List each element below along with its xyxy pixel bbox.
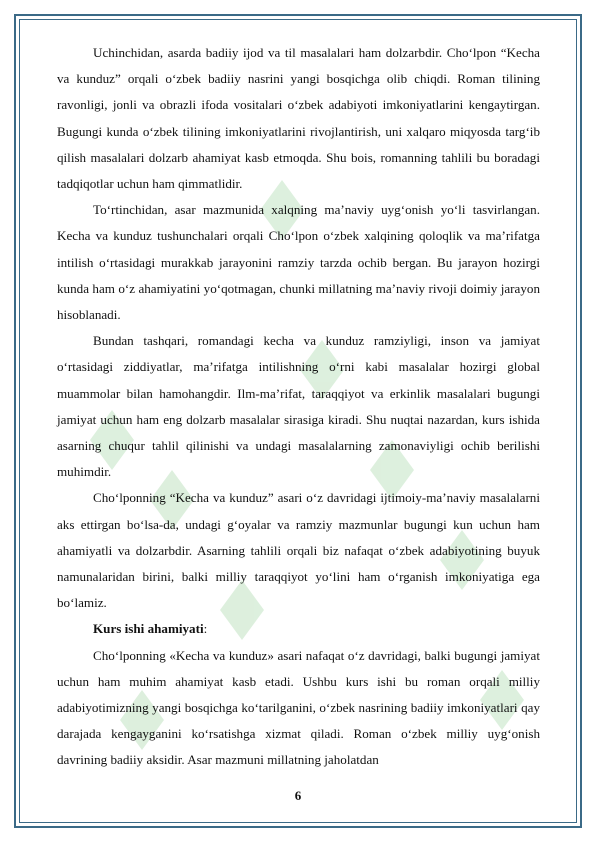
document-body [57,40,540,774]
section-heading [57,616,540,642]
paragraph-5: Cho‘lponning «Kecha va kunduz» asari nafaqat o‘z davridagi, balki bugungi jamiyat uchun ham muhim ahamiyat kasb etadi. Ushbu kurs ishi bu roman orqali milliy adabiyotimizning yangi bosqichga ko‘tarilganini, o‘zbek nasrining badiiy imkoniyatlari qay darajada kengayganini ko‘rsatishga xizmat qiladi. Roman o‘zbek milliy uyg‘onish davrining badiiy aksidir. Asar mazmuni millatning jaholatdan [57,647,540,768]
section-heading-text: Kurs ishi ahamiyati [93,621,204,637]
paragraph-4: Cho‘lponning “Kecha va kunduz” asari o‘z davridagi ijtimoiy-ma’naviy masalalarni aks ettirgan bo‘lsa-da, undagi g‘oyalar va ramziy mazmunlar bugungi kun uchun ham ahamiyatli va dolzarbdir. Asarning tahlili orqali biz nafaqat o‘zbek adabiyotining buyuk namunalaridan birini, balki milliy taraqqiyot yo‘lini ham o‘rganish imkoniyatiga ega bo‘lamiz. [57,490,540,611]
paragraph-2: To‘rtinchidan, asar mazmunida xalqning ma’naviy uyg‘onish yo‘li tasvirlangan. Kecha va kunduz tushunchalari orqali Cho‘lpon o‘zbek xalqining qoloqlik va ma’rifatga intilish o‘rtasidagi murakkab jarayonini ramziy tarzda ochib bergan. Bu jarayon hozirgi kunda ham o‘z ahamiyatini yo‘qotmagan, chunki millatning ma’naviy rivoji doimiy jarayon hisoblanadi. [57,202,540,323]
paragraph-1: Uchinchidan, asarda badiiy ijod va til masalalari ham dolzarbdir. Cho‘lpon “Kecha va kunduz” orqali o‘zbek badiiy nasrini yangi bosqichga olib chiqdi. Roman tilining ravonligi, jonli va obrazli ifoda vositalari o‘zbek adabiyoti imkoniyatlarini kengaytirgan. Bugungi kunda o‘zbek tilining imkoniyatlarini rivojlantirish, uni xalqaro miqyosda targ‘ib qilish masalalari dolzarb ahamiyat kasb etmoqda. Shu bois, romanning tahlili bu boradagi tadqiqotlar uchun ham qimmatlidir. [57,45,540,192]
section-heading-colon: : [203,621,208,637]
page-number: 6 [294,788,302,803]
paragraph-3: Bundan tashqari, romandagi kecha va kunduz ramziyligi, inson va jamiyat o‘rtasidagi ziddiyatlar, ma’rifatga intilishning o‘rni kabi masalalar hozirgi global muammolar bilan hamohangdir. Ilm-ma’rifat, taraqqiyot va erkinlik masalalari bugungi jamiyat uchun ham eng dolzarb masalalar sirasiga kiradi. Shu nuqtai nazardan, kurs ishida asarning chuqur tahlil qilinishi va undagi masalalarning zamonaviyligi ochib berilishi muhimdir. [57,333,540,480]
